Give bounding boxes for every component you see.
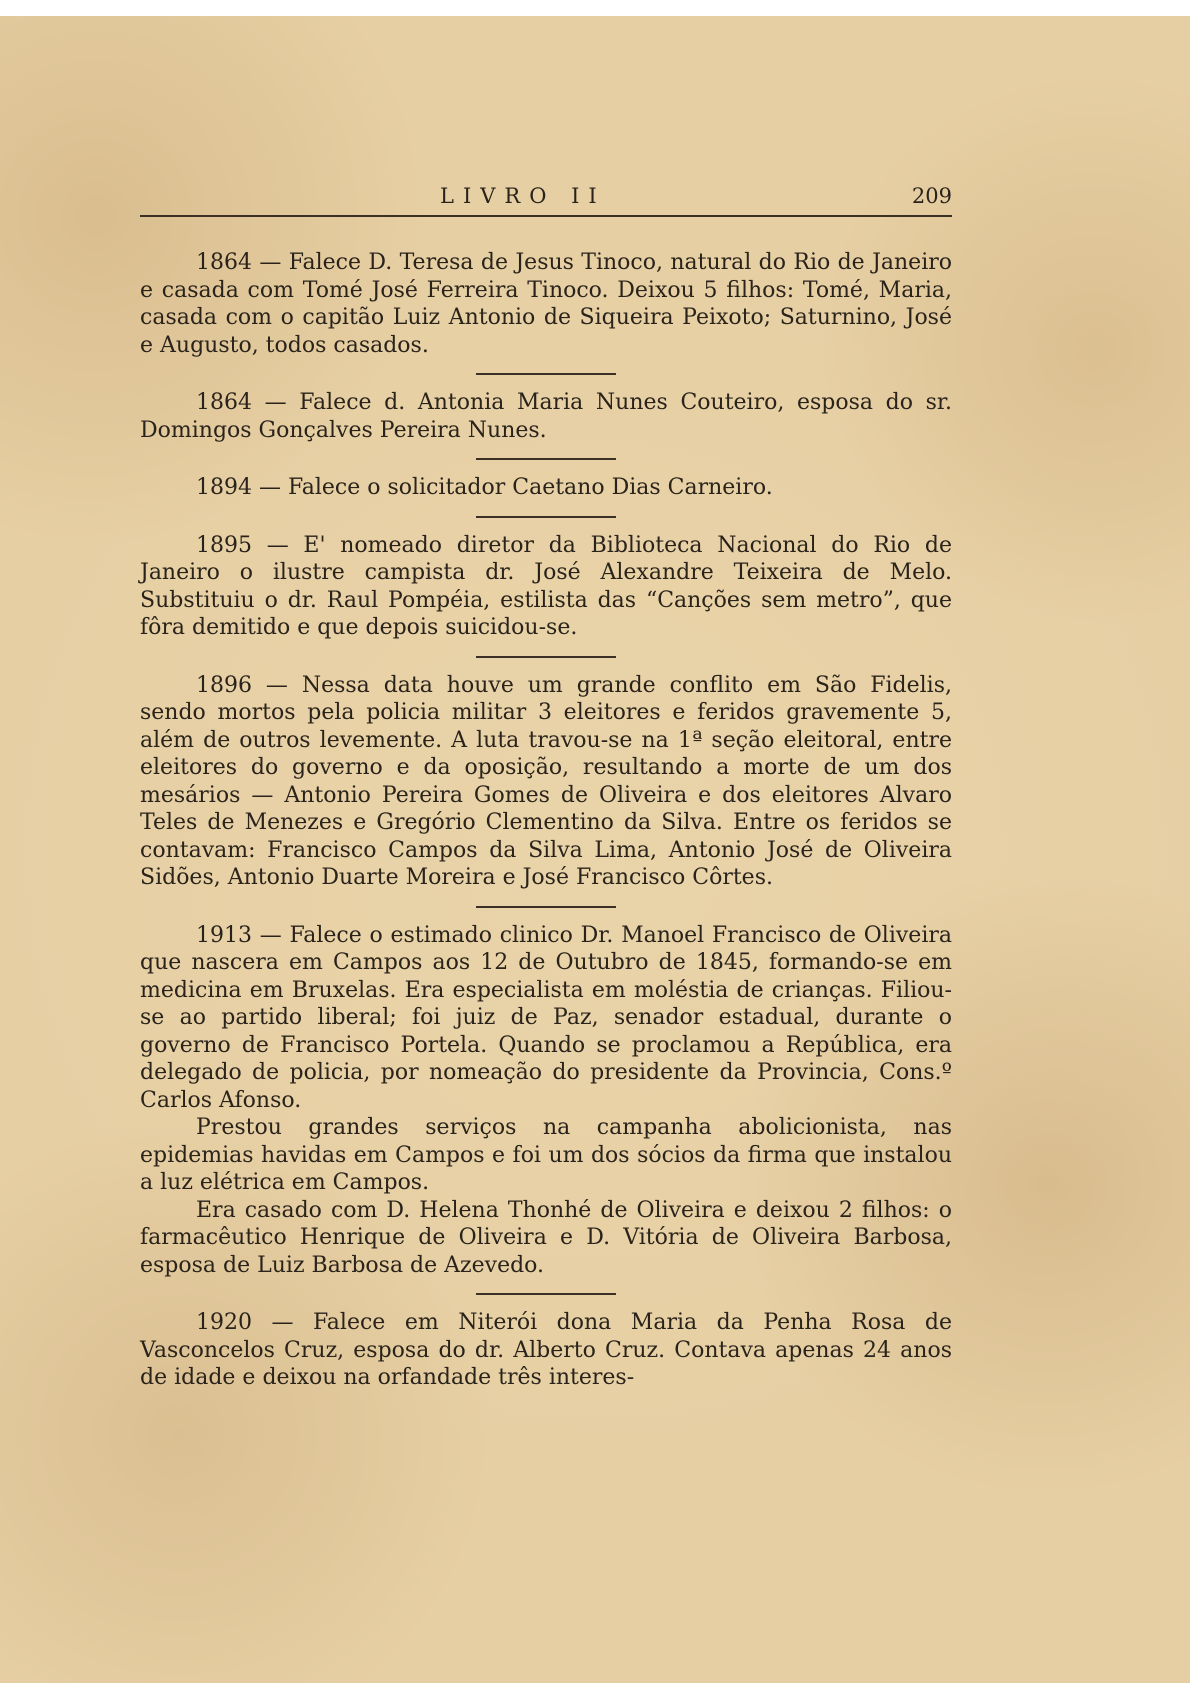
separator-rule	[476, 373, 616, 375]
header-rule	[140, 215, 952, 217]
entry-paragraph: 1913 — Falece o estimado clinico Dr. Manoel Francisco de Oliveira que nascera em Campos aos 12 de Outubro de 1845, formando-se em medicina em Bruxelas. Era especialista em moléstia de crianças. Filiou-se ao partido liberal; foi juiz de Paz, senador estadual, durante o governo de Francisco Portela. Quando se proclamou a República, era delegado de policia, por nomeação do presidente da Provincia, Cons.º Carlos Afonso.	[140, 922, 952, 1113]
entry-paragraph: Era casado com D. Helena Thonhé de Oliveira e deixou 2 filhos: o farmacêutico Henrique de Oliveira e D. Vitória de Oliveira Barbosa, esposa de Luiz Barbosa de Azevedo.	[140, 1197, 952, 1278]
page-header	[140, 184, 952, 218]
separator-rule	[476, 458, 616, 460]
entry-paragraph: 1864 — Falece d. Antonia Maria Nunes Couteiro, esposa do sr. Domingos Gonçalves Pereira Nunes.	[140, 390, 952, 443]
page-number: 209	[911, 184, 952, 208]
entry-1894	[140, 474, 952, 502]
entry-paragraph: Prestou grandes serviços na campanha abolicionista, nas epidemias havidas em Campos e foi um dos sócios da firma que instalou a luz elétrica em Campos.	[140, 1115, 952, 1195]
entry-1895	[140, 532, 952, 642]
entry-1864-antonia	[140, 389, 952, 444]
separator-rule	[476, 906, 616, 908]
entry-1913	[140, 922, 952, 1280]
entry-paragraph: 1894 — Falece o solicitador Caetano Dias Carneiro.	[196, 475, 773, 500]
entry-1896	[140, 672, 952, 892]
separator-rule	[476, 516, 616, 518]
page-body	[140, 249, 952, 1392]
entry-paragraph: 1864 — Falece D. Teresa de Jesus Tinoco, natural do Rio de Janeiro e casada com Tomé José Ferreira Tinoco. Deixou 5 filhos: Tomé, Maria, casada com o capitão Luiz Antonio de Siqueira Peixoto; Saturnino, José e Augusto, todos casados.	[140, 250, 952, 358]
separator-rule	[476, 1293, 616, 1295]
entry-paragraph: 1895 — E' nomeado diretor da Biblioteca Nacional do Rio de Janeiro o ilustre campista dr. José Alexandre Teixeira de Melo. Substituiu o dr. Raul Pompéia, estilista das “Canções sem metro”, que fôra demitido e que depois suicidou-se.	[140, 532, 952, 640]
scanned-page	[0, 16, 1190, 1683]
separator-rule	[476, 656, 616, 658]
entry-1920	[140, 1309, 952, 1392]
entry-1864-teresa	[140, 249, 952, 359]
entry-paragraph: 1896 — Nessa data houve um grande conflito em São Fidelis, sendo mortos pela policia militar 3 eleitores e feridos gravemente 5, além de outros levemente. A luta travou-se na 1ª seção eleitoral, entre eleitores do governo e da oposição, resultando a morte de um dos mesários — Antonio Pereira Gomes de Oliveira e dos eleitores Alvaro Teles de Menezes e Gregório Clementino da Silva. Entre os feridos se contavam: Francisco Campos da Silva Lima, Antonio José de Oliveira Sidões, Antonio Duarte Moreira e José Francisco Côrtes.	[140, 672, 952, 890]
entry-paragraph: 1920 — Falece em Niterói dona Maria da Penha Rosa de Vasconcelos Cruz, esposa do dr. Alberto Cruz. Contava apenas 24 anos de idade e deixou na orfandade três interes-	[140, 1310, 952, 1390]
running-title: LIVRO II	[440, 184, 606, 208]
